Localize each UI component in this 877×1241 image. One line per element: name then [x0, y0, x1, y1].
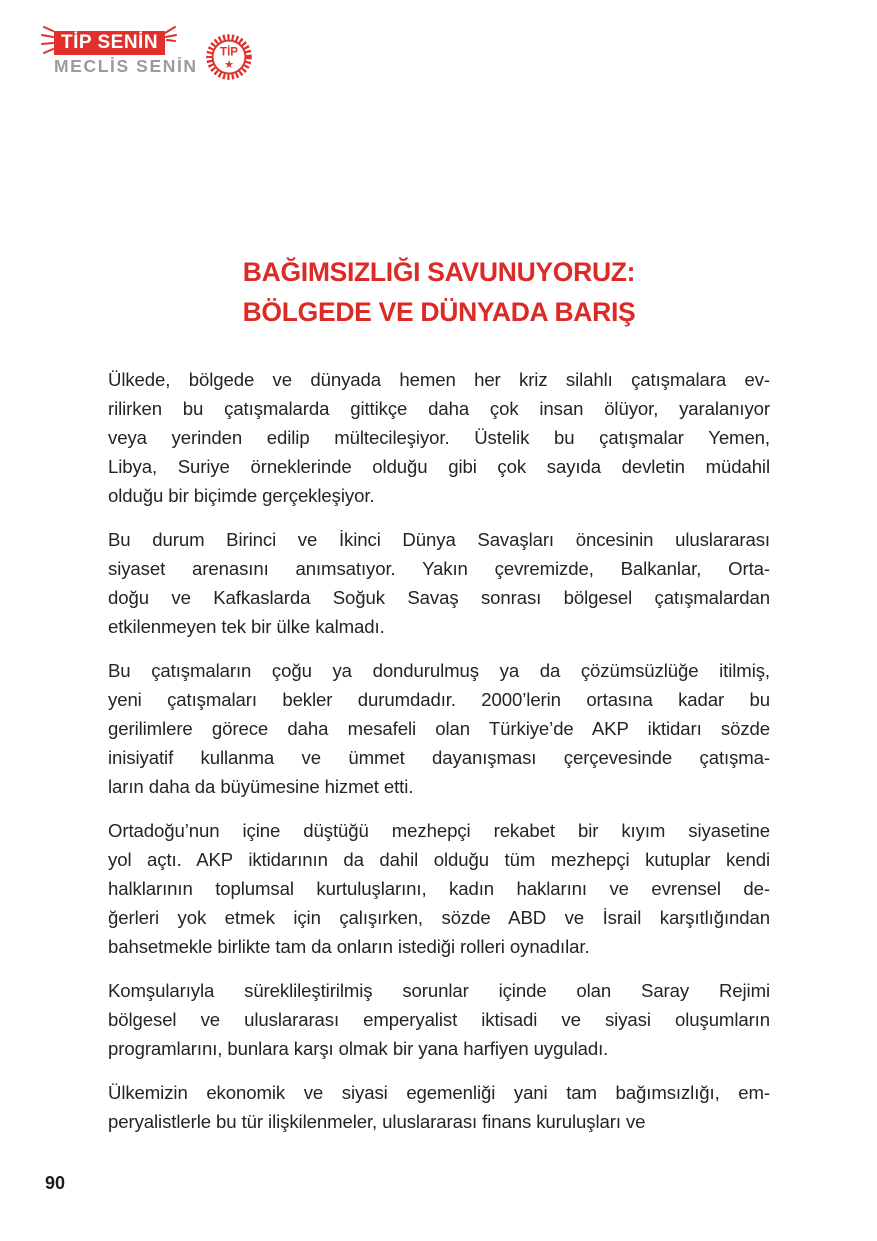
emblem-label: TİP [219, 46, 238, 59]
text-line: gerilimlere görece daha mesafeli olan Türkiye’de AKP iktidarı sözde [108, 718, 770, 739]
text-line: rilirken bu çatışmalarda gittikçe daha çok insan ölüyor, yaralanıyor [108, 398, 770, 419]
text-line: inisiyatif kullanma ve ümmet dayanışması çerçevesinde çatışma- [108, 747, 770, 768]
text-line: bölgesel ve uluslararası emperyalist iktisadi ve siyasi oluşumların [108, 1009, 770, 1030]
document-content [108, 252, 770, 1151]
paragraph [108, 976, 770, 1063]
paragraph [108, 816, 770, 961]
text-line: etkilenmeyen tek bir ülke kalmadı. [108, 616, 385, 637]
page-number: 90 [45, 1173, 66, 1193]
text-line: programlarını, bunlara karşı olmak bir yana harfiyen uyguladı. [108, 1038, 609, 1059]
logo [40, 31, 253, 81]
text-line: Ülkede, bölgede ve dünyada hemen her kriz silahlı çatışmalara ev- [108, 369, 770, 390]
text-line: siyaset arenasını anımsatıyor. Yakın çevremizde, Balkanlar, Orta- [108, 558, 770, 579]
text-line: olduğu bir biçimde gerçekleşiyor. [108, 485, 375, 506]
page-title-line-2: BÖLGEDE VE DÜNYADA BARIŞ [242, 297, 636, 327]
logo-subtitle: MECLİS SENİN [54, 56, 198, 76]
text-line: Libya, Suriye örneklerinde olduğu gibi çok sayıda devletin müdahil [108, 456, 770, 477]
paragraph [108, 1078, 770, 1136]
paragraph [108, 525, 770, 641]
text-line: halklarının toplumsal kurtuluşlarını, kadın haklarını ve evrensel de- [108, 878, 770, 899]
logo-banner [54, 31, 165, 55]
page-title-line-1: BAĞIMSIZLIĞI SAVUNUYORUZ: [242, 257, 636, 287]
text-line: ların daha da büyümesine hizmet etti. [108, 776, 414, 797]
text-line: peryalistlerle bu tür ilişkilenmeler, uluslararası finans kuruluşları ve [108, 1111, 646, 1132]
text-line: Ülkemizin ekonomik ve siyasi egemenliği yani tam bağımsızlığı, em- [108, 1082, 770, 1103]
banner-rays-left-icon [40, 26, 56, 56]
tip-emblem-icon [205, 33, 253, 81]
text-line: yeni çatışmaları bekler durumdadır. 2000’lerin ortasına kadar bu [108, 689, 770, 710]
paragraph [108, 656, 770, 801]
page-title [108, 252, 770, 332]
logo-banner-label: TİP SENİN [61, 32, 159, 53]
text-line: Komşularıyla süreklileştirilmiş sorunlar içinde olan Saray Rejimi [108, 980, 770, 1001]
text-line: veya yerinden edilip mültecileşiyor. Üstelik bu çatışmalar Yemen, [108, 427, 770, 448]
text-line: doğu ve Kafkaslarda Soğuk Savaş sonrası bölgesel çatışmalardan [108, 587, 770, 608]
text-line: yol açtı. AKP iktidarının da dahil olduğu tüm mezhepçi kutuplar kendi [108, 849, 770, 870]
document-body [108, 365, 770, 1136]
paragraph [108, 365, 770, 510]
banner-rays-right-icon [163, 24, 177, 42]
text-line: Bu çatışmaların çoğu ya dondurulmuş ya da çözümsüzlüğe itilmiş, [108, 660, 770, 681]
emblem-star-icon: ★ [223, 58, 234, 71]
text-line: Ortadoğu’nun içine düştüğü mezhepçi rekabet bir kıyım siyasetine [108, 820, 770, 841]
text-line: Bu durum Birinci ve İkinci Dünya Savaşları öncesinin uluslararası [108, 529, 770, 550]
text-line: bahsetmekle birlikte tam da onların istediği rolleri oynadılar. [108, 936, 590, 957]
logo-text-block [40, 31, 198, 77]
text-line: ğerleri yok etmek için çalışırken, sözde ABD ve İsrail karşıtlığından [108, 907, 770, 928]
